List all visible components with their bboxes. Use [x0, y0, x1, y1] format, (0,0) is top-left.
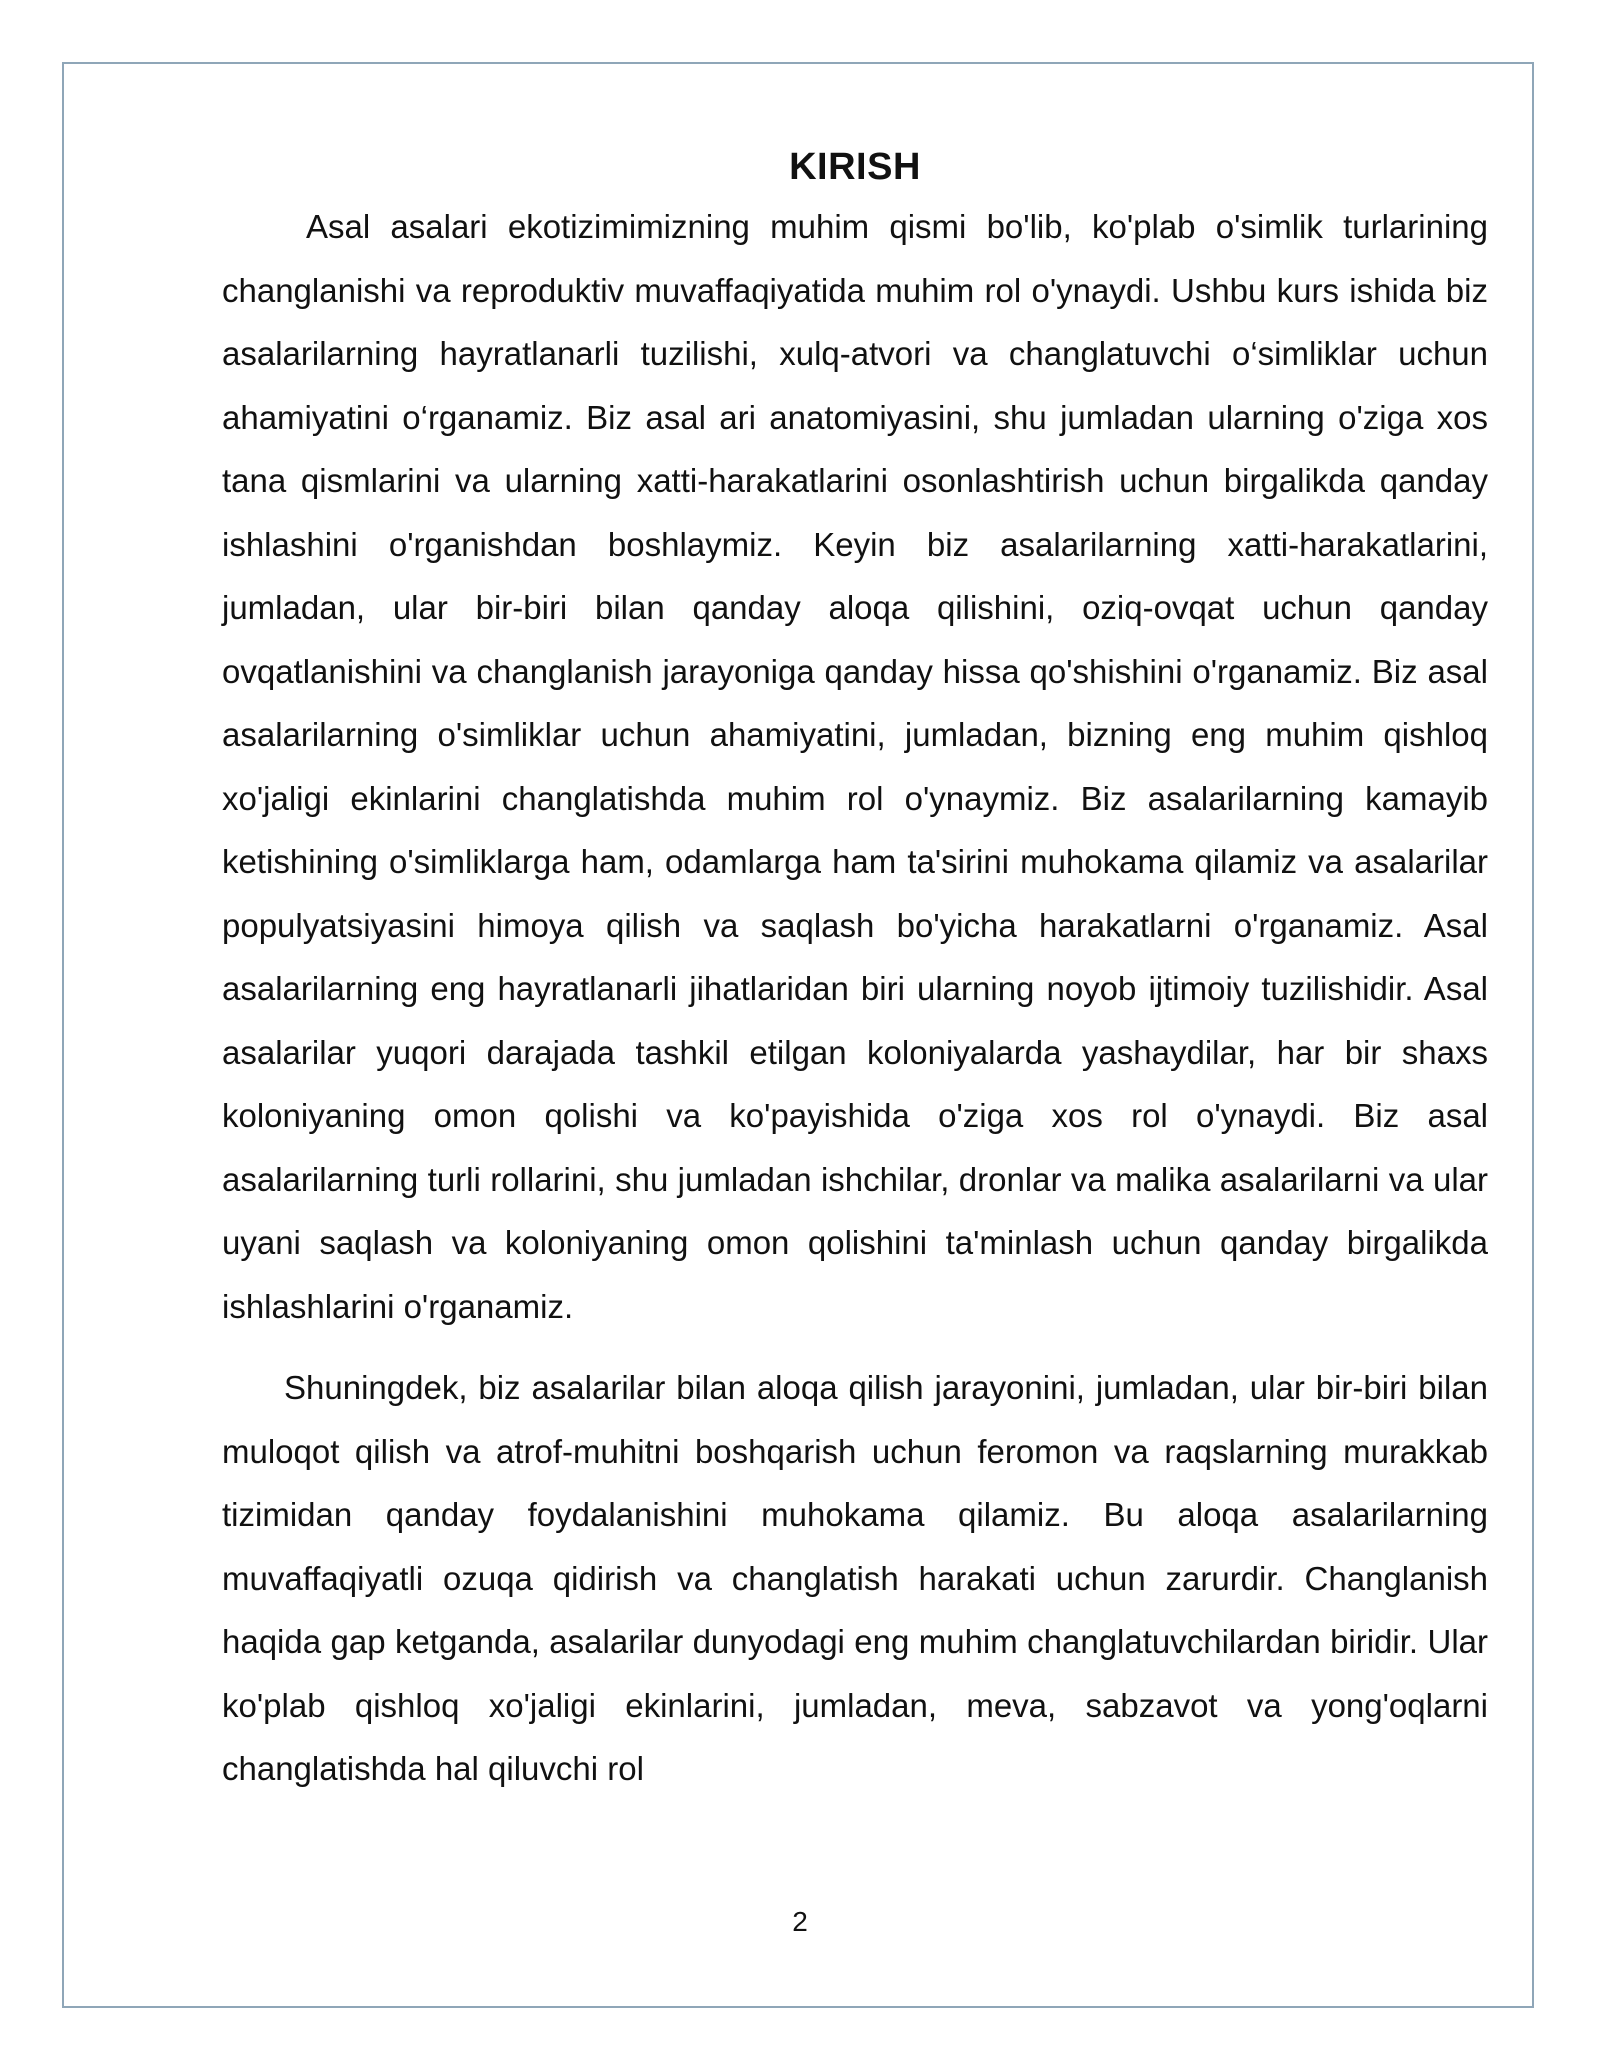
- document-body: [222, 146, 1488, 1801]
- paragraph-2: Shuningdek, biz asalarilar bilan aloqa qilish jarayonini, jumladan, ular bir-biri bilan muloqot qilish va atrof-muhitni boshqarish uchun feromon va raqslarning murakkab tizimidan qanday foydalanishini muhokama qilamiz. Bu aloqa asalarilarning muvaffaqiyatli ozuqa qidirish va changlatish harakati uchun zarurdir. Changlanish haqida gap ketganda, asalarilar dunyodagi eng muhim changlatuvchilardan biridir. Ular ko'plab qishloq xo'jaligi ekinlarini, jumladan, meva, sabzavot va yong'oqlarni changlatishda hal qiluvchi rol: [222, 1369, 1488, 1787]
- page-number: 2: [792, 1906, 808, 1937]
- paragraph-1: Asal asalari ekotizimimizning muhim qismi bo'lib, ko'plab o'simlik turlarining changlanishi va reproduktiv muvaffaqiyatida muhim rol o'ynaydi. Ushbu kurs ishida biz asalarilarning hayratlanarli tuzilishi, xulq-atvori va changlatuvchi o‘simliklar uchun ahamiyatini o‘rganamiz. Biz asal ari anatomiyasini, shu jumladan ularning o'ziga xos tana qismlarini va ularning xatti-harakatlarini osonlashtirish uchun birgalikda qanday ishlashini o'rganishdan boshlaymiz. Keyin biz asalarilarning xatti-harakatlarini, jumladan, ular bir-biri bilan qanday aloqa qilishini, oziq-ovqat uchun qanday ovqatlanishini va changlanish jarayoniga qanday hissa qo'shishini o'rganamiz. Biz asal asalarilarning o'simliklar uchun ahamiyatini, jumladan, bizning eng muhim qishloq xo'jaligi ekinlarini changlatishda muhim rol o'ynaymiz. Biz asalarilarning kamayib ketishining o'simliklarga ham, odamlarga ham ta'sirini muhokama qilamiz va asalarilar populyatsiyasini himoya qilish va saqlash bo'yicha harakatlarni o'rganamiz. Asal asalarilarning eng hayratlanarli jihatlaridan biri ularning noyob ijtimoiy tuzilishidir. Asal asalarilar yuqori darajada tashkil etilgan koloniyalarda yashaydilar, har bir shaxs koloniyaning omon qolishi va ko'payishida o'ziga xos rol o'ynaydi. Biz asal asalarilarning turli rollarini, shu jumladan ishchilar, dronlar va malika asalarilarni va ular uyani saqlash va koloniyaning omon qolishini ta'minlash uchun qanday birgalikda ishlashlarini o'rganamiz.: [222, 208, 1488, 1325]
- page-title: KIRISH: [789, 146, 921, 188]
